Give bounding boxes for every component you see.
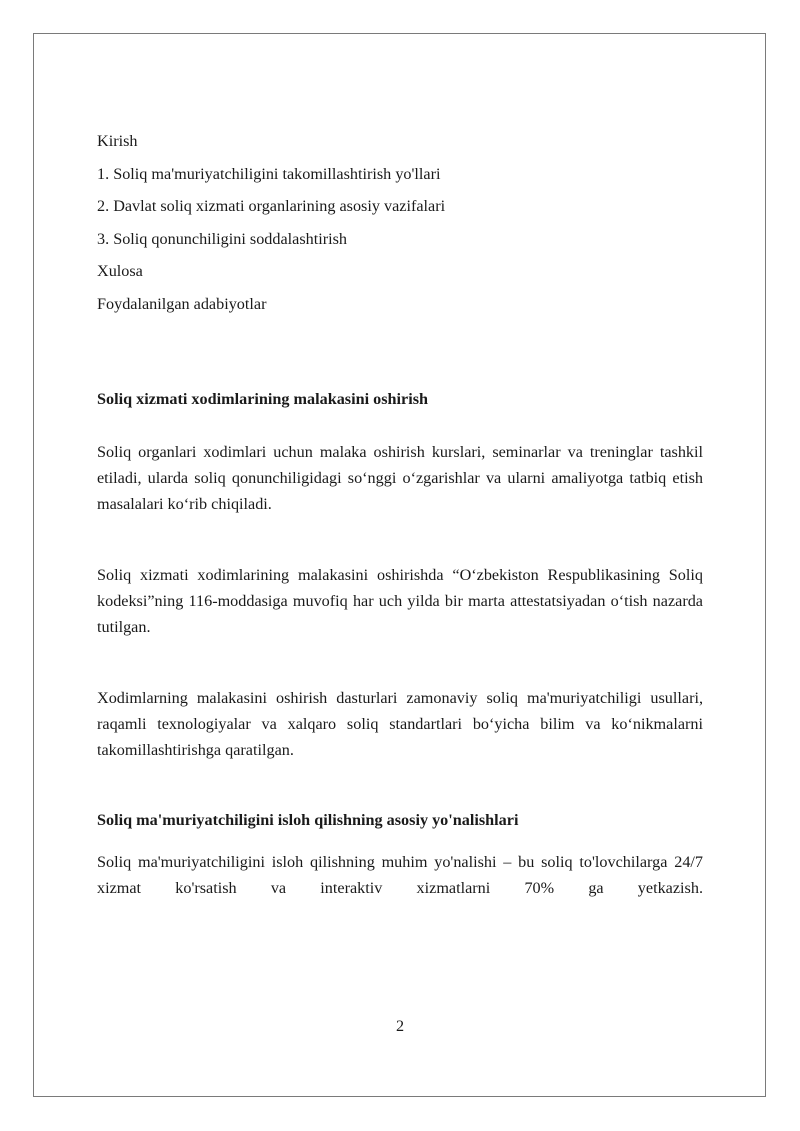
paragraph: Soliq organlari xodimlari uchun malaka oshirish kurslari, seminarlar va treninglar tashkil etiladi, ularda soliq qonunchiligidagi so‘nggi o‘zgarishlar va ularni amaliyotga tatbiq etish masalalari ko‘rib chiqiladi. — [97, 443, 703, 513]
table-of-contents — [97, 128, 703, 324]
toc-item-conclusion: Xulosa — [97, 262, 143, 281]
paragraph: Xodimlarning malakasini oshirish dasturlari zamonaviy soliq ma'muriyatchiligi usullari, raqamli texnologiyalar va xalqaro soliq standartlari bo‘yicha bilim va ko‘nikmalarni takomillashtirishga qaratilgan. — [97, 689, 703, 759]
toc-item-chapter-3: 3. Soliq qonunchiligini soddalashtirish — [97, 229, 348, 248]
section-heading-staff-training: Soliq xizmati xodimlarining malakasini oshirish — [97, 390, 429, 408]
paragraph: Soliq ma'muriyatchiligini isloh qilishning muhim yo'nalishi – bu soliq to'lovchilarga 24/7 xizmat ko'rsatish va interaktiv xizmatlarni 70% ga yetkazish. — [97, 853, 703, 897]
toc-item-chapter-1: 1. Soliq ma'muriyatchiligini takomillashtirish yo'llari — [97, 164, 441, 183]
toc-item-introduction: Kirish — [97, 132, 138, 150]
toc-item-chapter-2: 2. Davlat soliq xizmati organlarining asosiy vazifalari — [97, 197, 446, 216]
page-number: 2 — [395, 1017, 405, 1035]
section-heading-reform-directions: Soliq ma'muriyatchiligini isloh qilishning asosiy yo'nalishlari — [97, 811, 519, 829]
toc-item-references: Foydalanilgan adabiyotlar — [97, 294, 267, 313]
paragraph: Soliq xizmati xodimlarining malakasini oshirishda “O‘zbekiston Respublikasining Soliq kodeksi”ning 116-moddasiga muvofiq har uch yilda bir marta attestatsiyadan o‘tish nazarda tutilgan. — [97, 566, 703, 636]
